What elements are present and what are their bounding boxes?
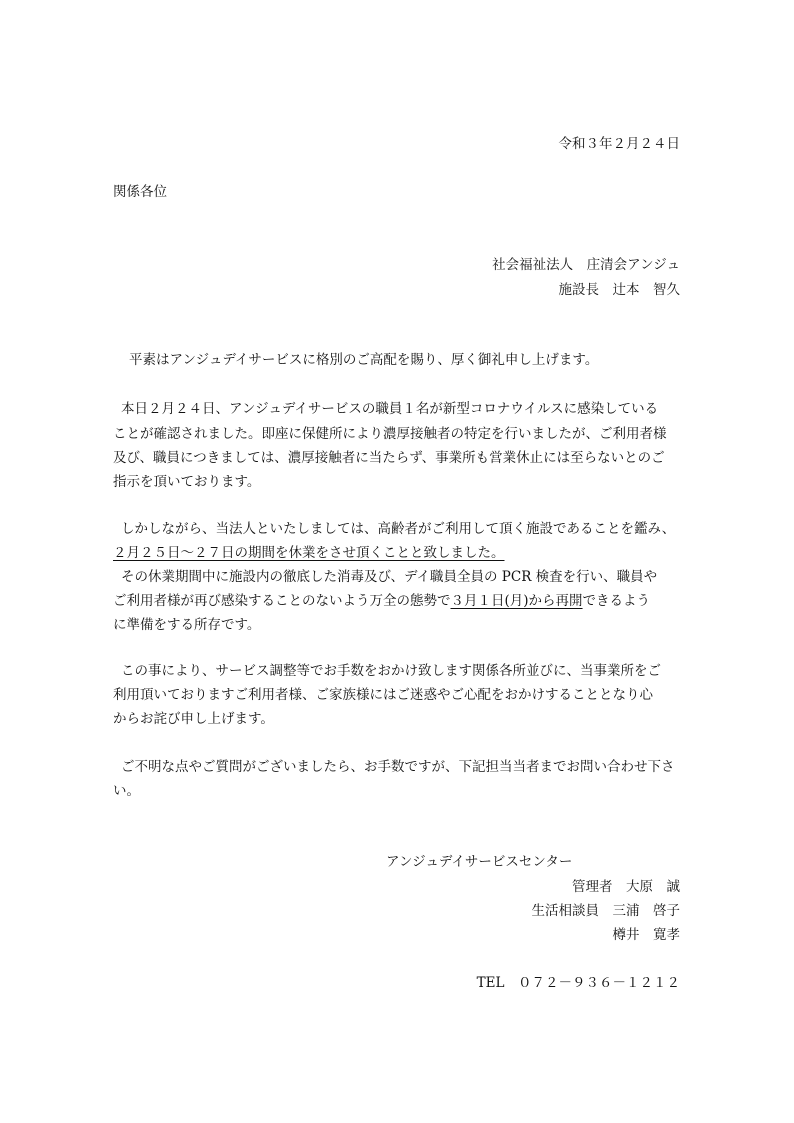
line-text: ご利用者様が再び感染することのないよう万全の態勢で [113, 593, 451, 609]
center-name: アンジュデイサービスセンター [386, 854, 573, 870]
reopen-date-underlined: ３月１日(月)から再開 [450, 593, 583, 609]
paragraph-line: に準備をする所存です。 [113, 617, 261, 633]
paragraph-line: ご不明な点やご質問がございましたら、お手数ですが、下記担当当者までお問い合わせ下さ [121, 759, 675, 775]
sender-org: 社会福祉法人 庄清会アンジュ [492, 257, 680, 273]
counselor-name: 樽井 寛孝 [612, 927, 680, 943]
addressee: 関係各位 [113, 184, 167, 200]
greeting: 平素はアンジュデイサービスに格別のご高配を賜り、厚く御礼申し上げます。 [129, 352, 599, 368]
paragraph-line: この事により、サービス調整等でお手数をおかけ致します関係各所並びに、当事業所をご [121, 663, 661, 679]
paragraph-line: い。 [113, 783, 140, 799]
manager-name: 管理者 大原 誠 [572, 879, 680, 895]
sender-head: 施設長 辻本 智久 [558, 282, 680, 298]
paragraph-line: 本日２月２４日、アンジュデイサービスの職員１名が新型コロナウイルスに感染している [121, 401, 659, 417]
telephone: TEL ０７２－９３６－１２１２ [476, 975, 680, 991]
paragraph-line: 指示を頂いております。 [113, 474, 261, 490]
paragraph-line: 及び、職員につきましては、濃厚接触者に当たらず、事業所も営業休止には至らないとのご [113, 450, 665, 466]
paragraph-line: しかしながら、当法人といたしましては、高齢者がご利用して頂く施設であることを鑑み、 [121, 521, 676, 537]
letter-date: 令和３年２月２４日 [558, 136, 680, 152]
paragraph-line [113, 591, 650, 611]
counselor-name: 生活相談員 三浦 啓子 [531, 903, 680, 919]
closure-period-underlined: ２月２５日～２７日の期間を休業をさせ頂くことと致しました。 [113, 545, 505, 561]
paragraph-line: からお詫び申し上げます。 [113, 711, 274, 727]
paragraph-line: ことが確認されました。即座に保健所により濃厚接触者の特定を行いましたが、ご利用者様 [113, 426, 667, 442]
line-text: できるよう [582, 593, 651, 609]
paragraph-line: その休業期間中に施設内の徹底した消毒及び、デイ職員全員の PCR 検査を行い、職員や [121, 569, 658, 585]
paragraph-line: 利用頂いておりますご利用者様、ご家族様にはご迷惑やご心配をおかけすることとなり心 [113, 687, 653, 703]
